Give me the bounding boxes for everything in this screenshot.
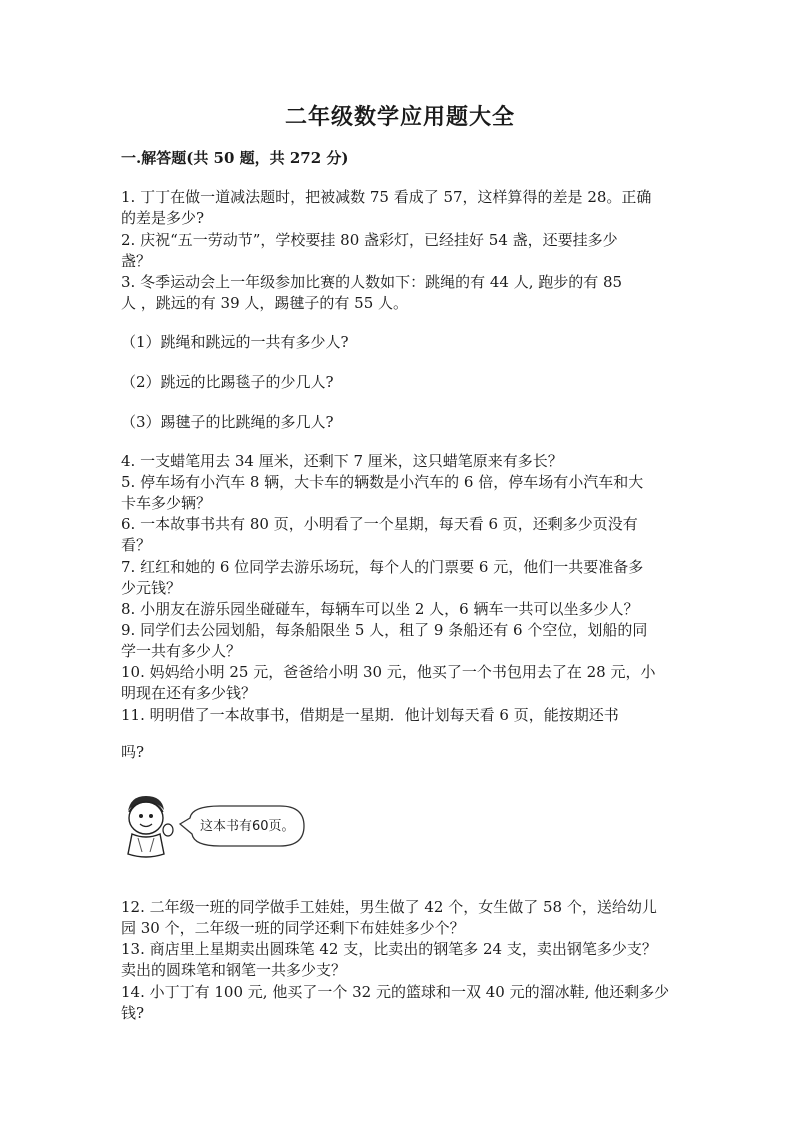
question-line: 14. 小丁丁有 100 元, 他买了一个 32 元的篮球和一双 40 元的溜冰鞋, 他还剩多少 bbox=[121, 983, 670, 1001]
question-line: 少元钱？ bbox=[121, 579, 182, 597]
question-line: 学一共有多少人？ bbox=[121, 642, 242, 660]
question-line: 园 30 个，二年级一班的同学还剩下布娃娃多少个？ bbox=[121, 919, 465, 937]
question-line: 吗? bbox=[121, 743, 145, 761]
question-line: 2. 庆祝“五一劳动节”，学校要挂 80 盏彩灯，已经挂好 54 盏，还要挂多少 bbox=[121, 231, 618, 249]
question-line: 明现在还有多少钱？ bbox=[121, 684, 257, 702]
question-line: 10. 妈妈给小明 25 元，爸爸给小明 30 元，他买了一个书包用去了在 28 元，小 bbox=[121, 663, 656, 681]
question-line: 盏？ bbox=[121, 252, 152, 270]
question-line: 卖出的圆珠笔和钢笔一共多少支？ bbox=[121, 961, 347, 979]
page-title: 二年级数学应用题大全 bbox=[284, 104, 515, 130]
sub-question: （1）跳绳和跳远的一共有多少人? bbox=[121, 333, 349, 351]
question-line: 7. 红红和她的 6 位同学去游乐场玩，每个人的门票要 6 元，他们一共要准备多 bbox=[121, 558, 644, 576]
question-line: 1. 丁丁在做一道减法题时，把被减数 75 看成了 57，这样算得的差是 28。正确 bbox=[121, 188, 652, 206]
section-heading: 一.解答题(共 50 题，共 272 分) bbox=[121, 149, 349, 167]
question-line: 3. 冬季运动会上一年级参加比赛的人数如下：跳绳的有 44 人, 跑步的有 85 bbox=[121, 273, 623, 291]
question-line: 看？ bbox=[121, 536, 152, 554]
question-line: 12. 二年级一班的同学做手工娃娃，男生做了 42 个，女生做了 58 个，送给幼儿 bbox=[121, 898, 657, 916]
sub-question: （2）跳远的比踢毯子的少几人? bbox=[121, 373, 334, 391]
speech-bubble-text: 这本书有60页。 bbox=[200, 819, 295, 834]
question-line: 9. 同学们去公园划船，每条船限坐 5 人，租了 9 条船还有 6 个空位，划船的同 bbox=[121, 621, 648, 639]
sub-question: （3）踢毽子的比跳绳的多几人? bbox=[121, 413, 334, 431]
question-line: 13. 商店里上星期卖出圆珠笔 42 支，比卖出的钢笔多 24 支，卖出钢笔多少支？ bbox=[121, 940, 657, 958]
question-line: 8. 小朋友在游乐园坐碰碰车，每辆车可以坐 2 人，6 辆车一共可以坐多少人？ bbox=[121, 600, 639, 618]
question-line: 6. 一本故事书共有 80 页，小明看了一个星期，每天看 6 页，还剩多少页没有 bbox=[121, 515, 638, 533]
question-line: 人 ，跳远的有 39 人，踢毽子的有 55 人。 bbox=[121, 294, 409, 312]
question-line: 4. 一支蜡笔用去 34 厘米，还剩下 7 厘米，这只蜡笔原来有多长？ bbox=[121, 452, 563, 470]
question-line: 卡车多少辆？ bbox=[121, 494, 212, 512]
question-line: 的差是多少? bbox=[121, 209, 205, 227]
question-line: 11. 明明借了一本故事书，借期是一星期．他计划每天看 6 页，能按期还书 bbox=[121, 706, 619, 724]
question-line: 5. 停车场有小汽车 8 辆，大卡车的辆数是小汽车的 6 倍，停车场有小汽车和大 bbox=[121, 473, 644, 491]
question-line: 钱? bbox=[121, 1004, 145, 1022]
